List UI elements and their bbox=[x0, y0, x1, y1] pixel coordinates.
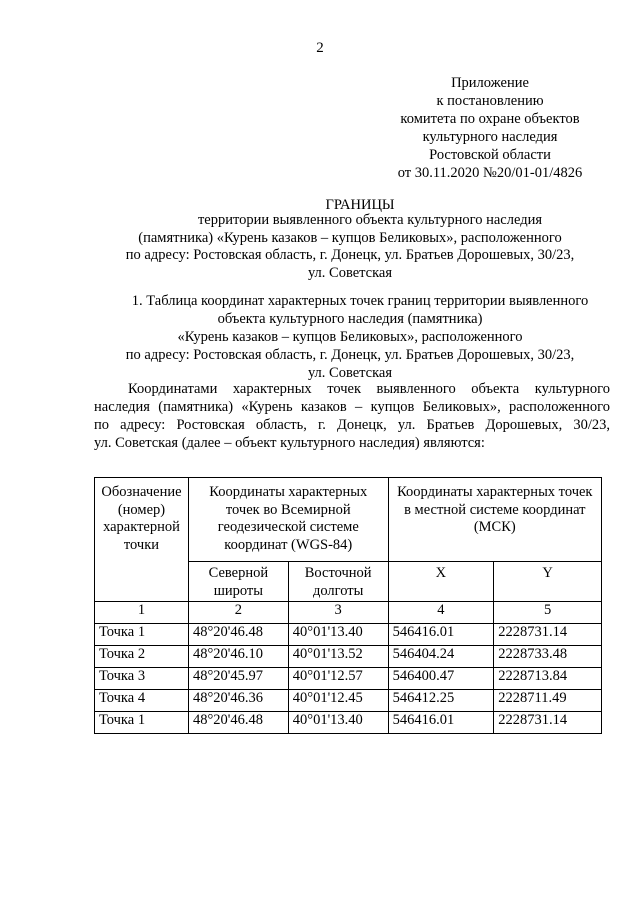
appendix-line: от 30.11.2020 №20/01-01/4826 bbox=[397, 165, 583, 181]
intro-paragraph bbox=[94, 380, 610, 452]
east-longitude: 40°01'13.52 bbox=[288, 646, 388, 668]
north-latitude: 48°20'46.48 bbox=[188, 712, 288, 734]
east-longitude: 40°01'13.40 bbox=[288, 624, 388, 646]
msk-x: 546400.47 bbox=[388, 668, 494, 690]
section-line: объекта культурного наследия (памятника) bbox=[217, 311, 483, 327]
table-row bbox=[95, 668, 602, 690]
section-line: 1. Таблица координат характерных точек границ территории выявленного bbox=[131, 293, 589, 309]
section-line: «Курень казаков – купцов Беликовых», расположенного bbox=[177, 329, 523, 345]
appendix-line: комитета по охране объектов bbox=[400, 111, 580, 127]
appendix-line: к постановлению bbox=[436, 93, 544, 109]
table-row bbox=[95, 712, 602, 734]
point-name: Точка 1 bbox=[95, 712, 189, 734]
point-name: Точка 1 bbox=[95, 624, 189, 646]
appendix-block bbox=[380, 74, 600, 182]
point-name: Точка 4 bbox=[95, 690, 189, 712]
header-wgs-cell bbox=[188, 478, 388, 562]
subtitle-line: территории выявленного объекта культурного наследия bbox=[197, 212, 543, 228]
document-title: ГРАНИЦЫ bbox=[325, 197, 395, 213]
column-number-row bbox=[95, 602, 602, 624]
east-longitude: 40°01'12.45 bbox=[288, 690, 388, 712]
section-heading bbox=[100, 292, 600, 382]
north-latitude: 48°20'45.97 bbox=[188, 668, 288, 690]
east-longitude: 40°01'12.57 bbox=[288, 668, 388, 690]
header-point-label: Обозначение (номер) характерной точки bbox=[101, 484, 182, 553]
header-x-label: X bbox=[435, 565, 447, 581]
paragraph-line: ул. Советская (далее – объект культурного наследия) являются: bbox=[94, 435, 485, 451]
msk-x: 546416.01 bbox=[388, 712, 494, 734]
msk-x: 546404.24 bbox=[388, 646, 494, 668]
header-msk-cell bbox=[388, 478, 601, 562]
msk-y: 2228731.14 bbox=[494, 712, 602, 734]
header-east-label: Восточной долготы bbox=[304, 565, 372, 599]
msk-y: 2228733.48 bbox=[494, 646, 602, 668]
appendix-line: Ростовской области bbox=[429, 147, 551, 163]
east-longitude: 40°01'13.40 bbox=[288, 712, 388, 734]
coordinates-table bbox=[94, 477, 602, 734]
msk-y: 2228711.49 bbox=[494, 690, 602, 712]
msk-x: 546412.25 bbox=[388, 690, 494, 712]
north-latitude: 48°20'46.48 bbox=[188, 624, 288, 646]
point-name: Точка 3 bbox=[95, 668, 189, 690]
header-y-cell bbox=[494, 562, 602, 602]
header-wgs-label: Координаты характерных точек во Всемирной геодезической системе координат (WGS-84) bbox=[209, 484, 368, 553]
page-number: 2 bbox=[316, 40, 324, 56]
table-row bbox=[95, 646, 602, 668]
document-subtitle bbox=[100, 212, 600, 282]
column-number: 5 bbox=[494, 602, 602, 624]
header-y-label: Y bbox=[542, 565, 553, 581]
header-x-cell bbox=[388, 562, 494, 602]
appendix-line: Приложение bbox=[451, 75, 529, 91]
header-east-cell bbox=[288, 562, 388, 602]
subtitle-line: по адресу: Ростовская область, г. Донецк, ул. Братьев Дорошевых, 30/23, bbox=[125, 247, 575, 263]
paragraph-line: по адресу: Ростовская область, г. Донецк, ул. Братьев Дорошевых, 30/23, bbox=[94, 417, 610, 433]
header-msk-label: Координаты характерных точек в местной системе координат (МСК) bbox=[397, 484, 593, 535]
header-north-label: Северной широты bbox=[208, 565, 269, 599]
north-latitude: 48°20'46.10 bbox=[188, 646, 288, 668]
table-row bbox=[95, 624, 602, 646]
msk-y: 2228731.14 bbox=[494, 624, 602, 646]
appendix-line: культурного наследия bbox=[422, 129, 558, 145]
msk-y: 2228713.84 bbox=[494, 668, 602, 690]
section-line: по адресу: Ростовская область, г. Донецк, ул. Братьев Дорошевых, 30/23, bbox=[125, 347, 575, 363]
subtitle-line: ул. Советская bbox=[307, 264, 393, 281]
header-north-cell bbox=[188, 562, 288, 602]
north-latitude: 48°20'46.36 bbox=[188, 690, 288, 712]
column-number: 1 bbox=[95, 602, 189, 624]
column-number: 4 bbox=[388, 602, 494, 624]
msk-x: 546416.01 bbox=[388, 624, 494, 646]
subtitle-line: (памятника) «Курень казаков – купцов Беликовых», расположенного bbox=[138, 229, 562, 246]
column-number: 2 bbox=[188, 602, 288, 624]
point-name: Точка 2 bbox=[95, 646, 189, 668]
table-row bbox=[95, 690, 602, 712]
paragraph-line: наследия (памятника) «Курень казаков – купцов Беликовых», расположенного bbox=[94, 399, 610, 415]
column-number: 3 bbox=[288, 602, 388, 624]
header-point-cell bbox=[95, 478, 189, 602]
paragraph-line: Координатами характерных точек выявленного объекта культурного bbox=[128, 381, 610, 397]
section-line: ул. Советская bbox=[307, 365, 393, 381]
